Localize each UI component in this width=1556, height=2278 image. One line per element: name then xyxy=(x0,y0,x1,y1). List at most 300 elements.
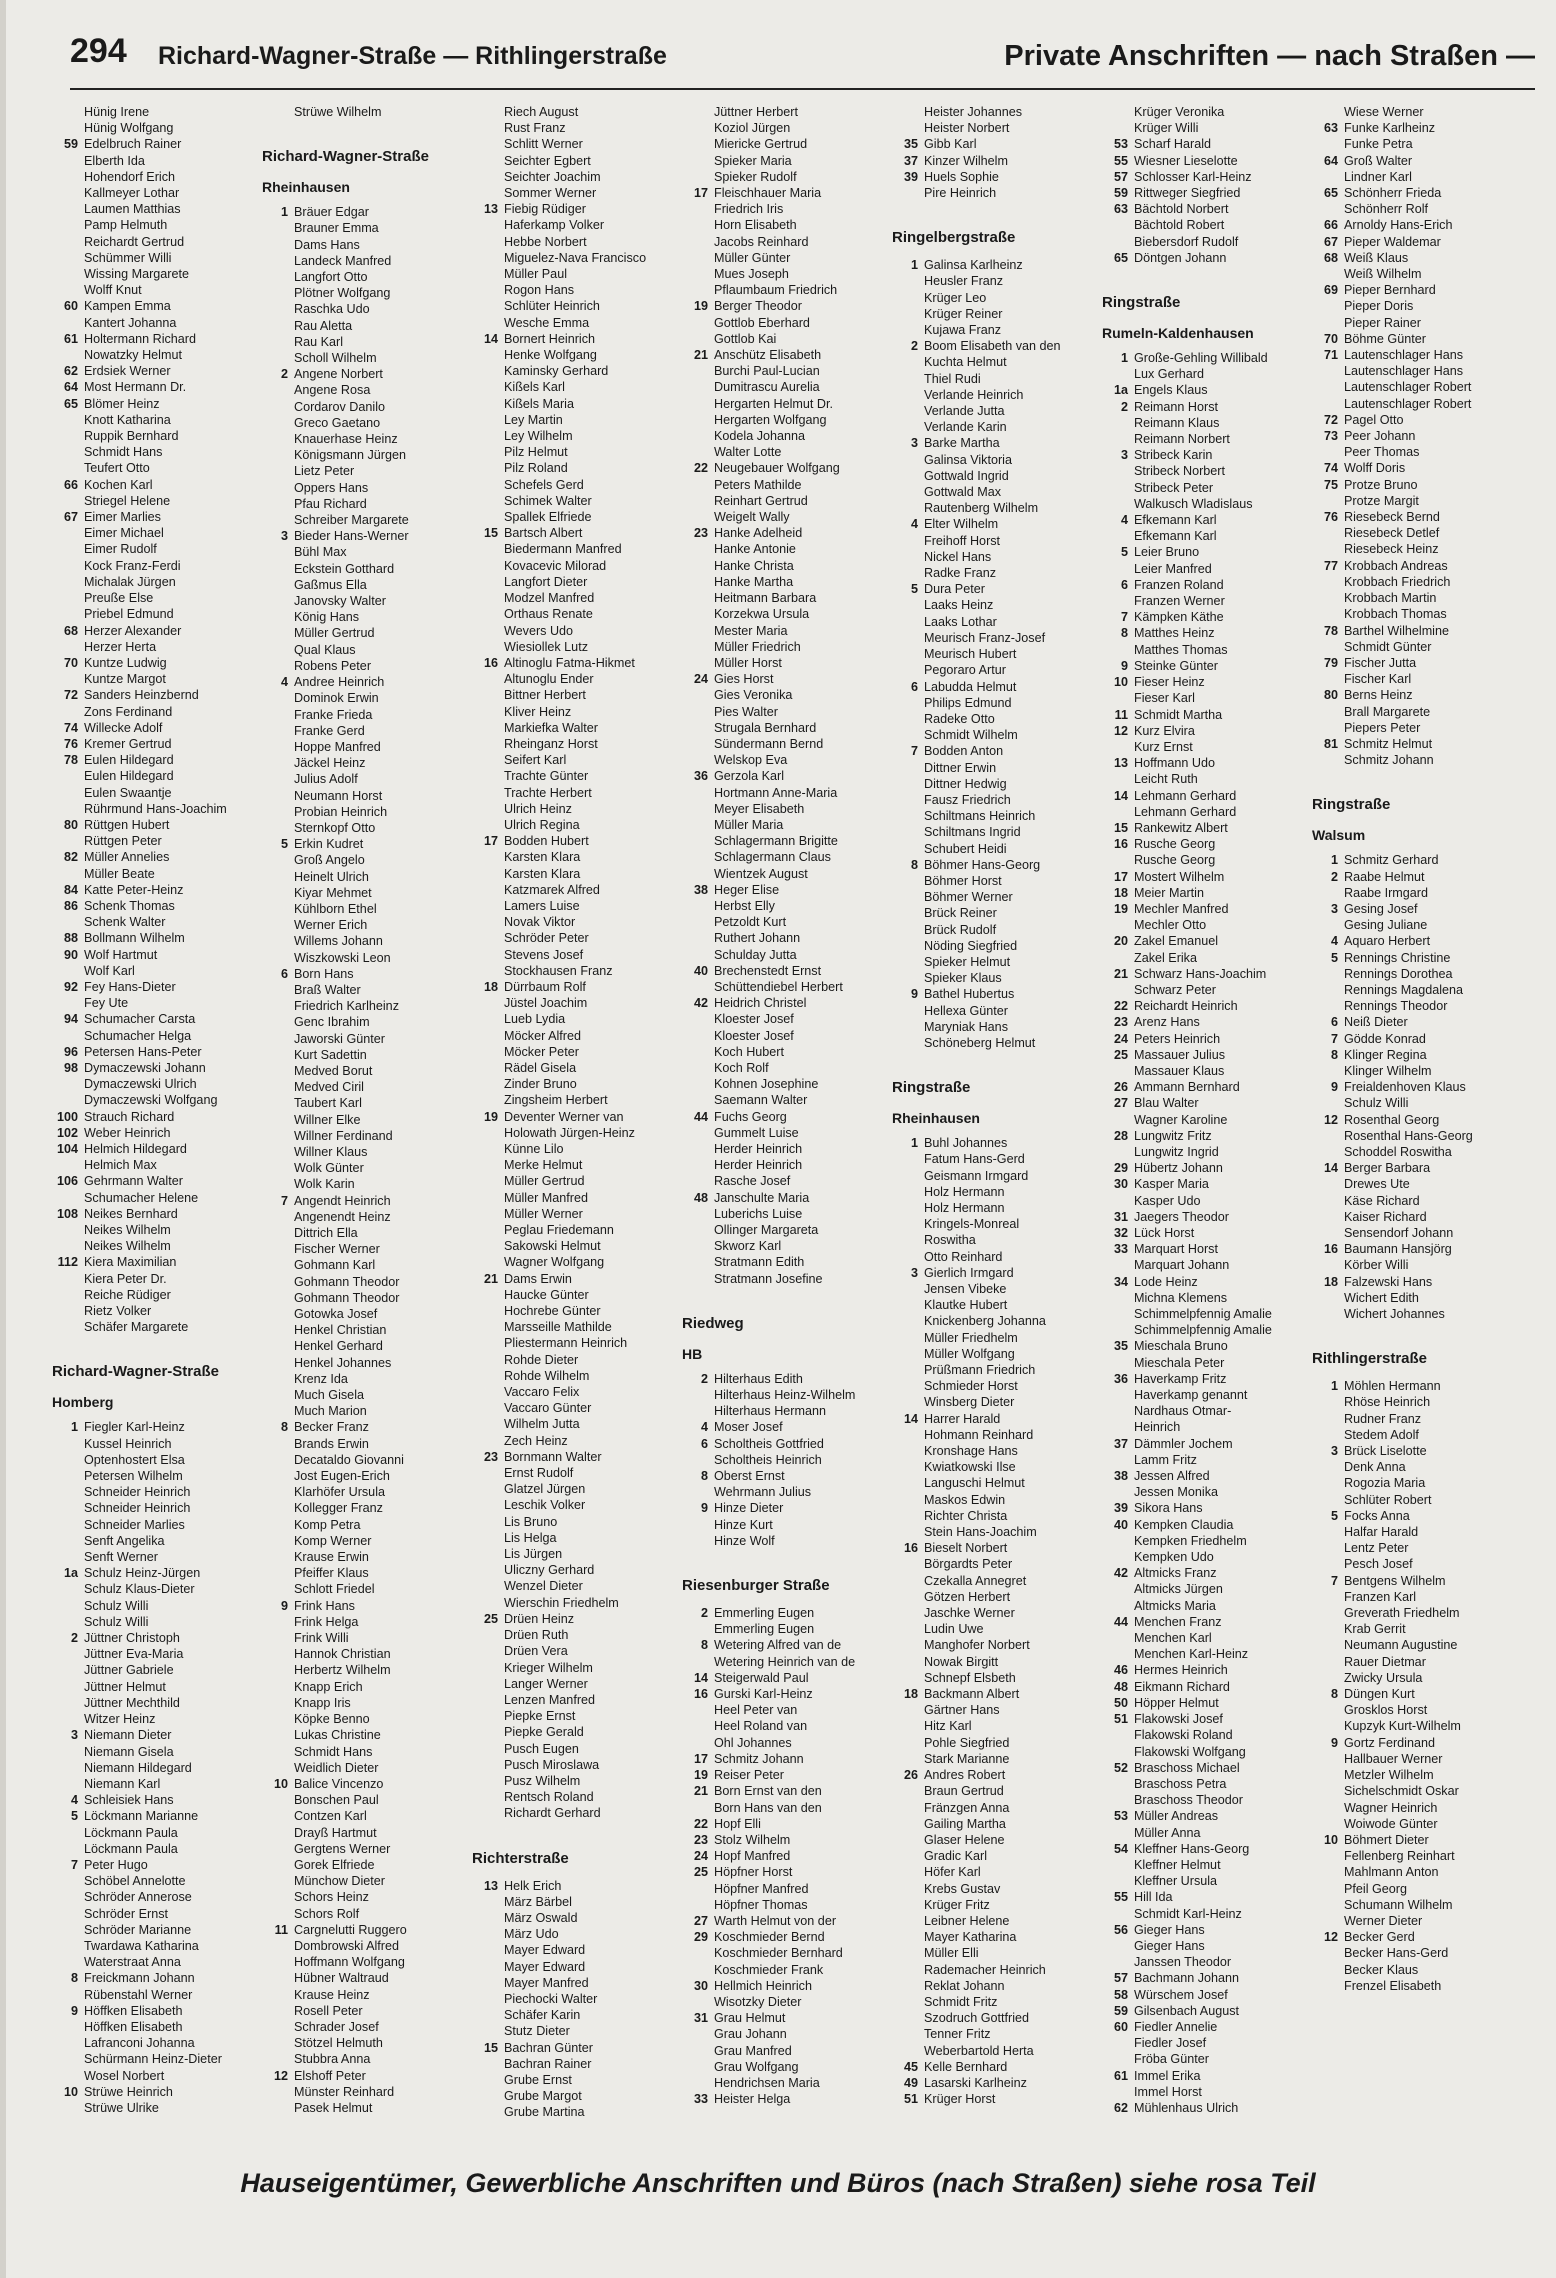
resident-name: Fischer Karl xyxy=(1344,672,1412,687)
resident-name: Herder Heinrich xyxy=(714,1142,803,1156)
house-number: 65 xyxy=(63,396,78,411)
house-number xyxy=(1102,234,1134,250)
resident-name: Krobbach Friedrich xyxy=(1344,574,1451,589)
house-number xyxy=(52,1436,84,1452)
resident-entry xyxy=(682,1783,892,1799)
resident-entry xyxy=(1102,1452,1312,1468)
resident-entry xyxy=(472,1611,682,1627)
house-number xyxy=(52,2019,84,2035)
resident-name: Reimann Horst xyxy=(1134,399,1218,414)
resident-name: Barke Martha xyxy=(924,436,1000,451)
house-number xyxy=(892,1362,924,1378)
resident-entry xyxy=(1102,625,1312,641)
resident-entry xyxy=(1312,655,1522,671)
house-number: 71 xyxy=(1323,348,1338,363)
house-number: 8 xyxy=(700,1469,708,1484)
resident-name: Wiesiollek Lutz xyxy=(504,639,588,654)
house-number xyxy=(1312,201,1344,217)
resident-name: Neiß Dieter xyxy=(1344,1015,1408,1030)
house-number: 15 xyxy=(1113,820,1128,835)
resident-entry xyxy=(52,1792,262,1808)
resident-entry xyxy=(892,1394,1102,1410)
resident-entry xyxy=(262,2100,472,2116)
resident-entry xyxy=(892,1848,1102,1864)
resident-name: Dittner Hedwig xyxy=(924,776,1007,791)
resident-entry xyxy=(262,1857,472,1873)
resident-name: Holz Hermann xyxy=(924,1184,1005,1199)
house-number: 9 xyxy=(910,987,918,1002)
resident-name: Fellenberg Reinhart xyxy=(1344,1849,1455,1864)
resident-entry xyxy=(52,1222,262,1238)
house-number: 1a xyxy=(1113,383,1128,398)
house-number: 33 xyxy=(693,2092,708,2107)
house-number xyxy=(262,1338,294,1354)
house-number xyxy=(1102,1290,1134,1306)
resident-entry xyxy=(892,1411,1102,1427)
house-number xyxy=(262,1290,294,1306)
resident-name: Brück Liselotte xyxy=(1344,1444,1427,1459)
resident-entry xyxy=(262,1565,472,1581)
resident-name: Grube Margot xyxy=(504,2089,582,2104)
resident-name: Döntgen Johann xyxy=(1134,250,1227,265)
resident-name: Fränzgen Anna xyxy=(924,1800,1010,1815)
house-number xyxy=(472,1975,504,1991)
house-number: 25 xyxy=(483,1611,498,1626)
resident-name: Kempken Udo xyxy=(1134,1550,1214,1565)
house-number xyxy=(682,866,714,882)
resident-entry xyxy=(682,266,892,282)
house-number: 61 xyxy=(63,331,78,346)
resident-name: Arenz Hans xyxy=(1134,1015,1200,1030)
resident-entry xyxy=(1102,1484,1312,1500)
house-number xyxy=(892,104,924,120)
resident-entry xyxy=(682,785,892,801)
house-number xyxy=(52,120,84,136)
resident-name: Schönherr Frieda xyxy=(1344,186,1442,201)
resident-entry xyxy=(682,1109,892,1125)
house-number xyxy=(892,419,924,435)
resident-entry xyxy=(682,396,892,412)
resident-entry xyxy=(892,1427,1102,1443)
house-number: 5 xyxy=(1330,1508,1338,1523)
resident-name: Contzen Karl xyxy=(294,1809,367,1824)
resident-name: Biedermann Manfred xyxy=(504,542,622,557)
resident-entry xyxy=(892,1508,1102,1524)
house-number xyxy=(892,549,924,565)
house-number xyxy=(682,1735,714,1751)
house-number xyxy=(682,315,714,331)
resident-name: Wagner Karoline xyxy=(1134,1112,1228,1127)
resident-entry xyxy=(682,1913,892,1929)
resident-name: Schlott Friedel xyxy=(294,1582,375,1597)
resident-name: Sündermann Bernd xyxy=(714,736,824,751)
resident-name: Leier Manfred xyxy=(1134,561,1212,576)
resident-entry xyxy=(472,1254,682,1270)
house-number xyxy=(52,153,84,169)
resident-name: Kohnen Josephine xyxy=(714,1077,819,1092)
house-number xyxy=(892,1897,924,1913)
resident-entry xyxy=(892,1281,1102,1297)
house-number xyxy=(52,1889,84,1905)
house-number: 22 xyxy=(693,461,708,476)
house-number xyxy=(1102,852,1134,868)
house-number xyxy=(472,558,504,574)
house-number xyxy=(892,1881,924,1897)
house-number xyxy=(892,873,924,889)
house-number xyxy=(892,1035,924,1051)
house-number xyxy=(1312,1144,1344,1160)
resident-entry xyxy=(52,1922,262,1938)
resident-name: Gesing Josef xyxy=(1344,901,1418,916)
house-number: 59 xyxy=(1113,2003,1128,2018)
house-number: 75 xyxy=(1323,477,1338,492)
resident-name: Rautenberg Wilhelm xyxy=(924,501,1039,516)
house-number: 17 xyxy=(1113,869,1128,884)
house-number xyxy=(472,1660,504,1676)
resident-entry xyxy=(1102,463,1312,479)
house-number xyxy=(1312,1751,1344,1767)
resident-name: Stratmann Josefine xyxy=(714,1271,823,1286)
resident-entry xyxy=(472,833,682,849)
house-number xyxy=(52,1484,84,1500)
resident-entry xyxy=(1312,363,1522,379)
resident-entry xyxy=(472,153,682,169)
house-number xyxy=(262,1533,294,1549)
resident-entry xyxy=(52,104,262,120)
resident-entry xyxy=(1102,1857,1312,1873)
resident-name: Höffken Elisabeth xyxy=(84,2003,183,2018)
house-number xyxy=(682,687,714,703)
resident-entry xyxy=(682,1605,892,1621)
resident-name: Willner Ferdinand xyxy=(294,1128,393,1143)
resident-entry xyxy=(1102,2068,1312,2084)
resident-entry xyxy=(472,930,682,946)
house-number: 9 xyxy=(1330,1080,1338,1095)
house-number: 8 xyxy=(910,857,918,872)
resident-entry xyxy=(892,873,1102,889)
resident-entry xyxy=(1312,347,1522,363)
resident-name: Rennings Dorothea xyxy=(1344,966,1453,981)
resident-entry xyxy=(52,979,262,995)
house-number xyxy=(682,1125,714,1141)
resident-name: Dumitrascu Aurelia xyxy=(714,380,820,395)
house-number xyxy=(52,169,84,185)
resident-entry xyxy=(1312,1427,1522,1443)
resident-entry xyxy=(262,917,472,933)
resident-name: Waterstraat Anna xyxy=(84,1955,181,1970)
house-number: 100 xyxy=(56,1109,78,1124)
resident-name: Leschik Volker xyxy=(504,1498,586,1513)
resident-name: Richardt Gerhard xyxy=(504,1806,601,1821)
resident-name: Mester Maria xyxy=(714,623,788,638)
house-number xyxy=(472,995,504,1011)
resident-name: Kiera Maximilian xyxy=(84,1255,177,1270)
resident-entry xyxy=(892,1200,1102,1216)
resident-entry xyxy=(52,1011,262,1027)
house-number: 54 xyxy=(1113,1841,1128,1856)
resident-entry xyxy=(682,849,892,865)
house-number xyxy=(262,723,294,739)
resident-name: Stedem Adolf xyxy=(1344,1427,1419,1442)
street-heading: Ringstraße xyxy=(1102,294,1181,312)
resident-entry xyxy=(1102,382,1312,398)
house-number xyxy=(262,739,294,755)
resident-entry xyxy=(1312,982,1522,998)
resident-entry xyxy=(472,1190,682,1206)
resident-entry xyxy=(682,1436,892,1452)
resident-name: Schwarz Hans-Joachim xyxy=(1134,966,1267,981)
resident-entry xyxy=(262,269,472,285)
resident-entry xyxy=(52,1076,262,1092)
house-number xyxy=(1102,1938,1134,1954)
house-number: 78 xyxy=(1323,623,1338,638)
resident-name: Gieger Hans xyxy=(1134,1922,1205,1937)
resident-entry xyxy=(1312,1394,1522,1410)
house-number: 79 xyxy=(1323,655,1338,670)
resident-entry xyxy=(892,776,1102,792)
resident-name: Eimer Rudolf xyxy=(84,542,157,557)
resident-name: Elshoff Peter xyxy=(294,2068,366,2083)
resident-name: Hannok Christian xyxy=(294,1647,391,1662)
house-number xyxy=(682,590,714,606)
resident-entry xyxy=(1312,266,1522,282)
resident-name: Plötner Wolfgang xyxy=(294,286,391,301)
house-number xyxy=(892,841,924,857)
resident-entry xyxy=(52,1695,262,1711)
resident-entry xyxy=(1102,1776,1312,1792)
resident-name: Bräuer Edgar xyxy=(294,205,369,220)
resident-entry xyxy=(1102,1160,1312,1176)
house-number xyxy=(262,512,294,528)
resident-name: Heidrich Christel xyxy=(714,996,807,1011)
house-number: 37 xyxy=(903,153,918,168)
house-number xyxy=(892,662,924,678)
house-number: 3 xyxy=(1330,1444,1338,1459)
resident-name: Lux Gerhard xyxy=(1134,367,1205,382)
resident-entry xyxy=(1312,1274,1522,1290)
resident-entry xyxy=(52,1857,262,1873)
resident-entry xyxy=(262,707,472,723)
resident-name: Riesebeck Detlef xyxy=(1344,526,1440,541)
resident-name: Peer Johann xyxy=(1344,429,1416,444)
resident-name: Neumann Horst xyxy=(294,788,383,803)
house-number xyxy=(892,1573,924,1589)
house-number xyxy=(262,253,294,269)
house-number: 9 xyxy=(1120,658,1128,673)
house-number xyxy=(1102,982,1134,998)
house-number: 63 xyxy=(1323,121,1338,136)
resident-name: Witzer Heinz xyxy=(84,1712,156,1727)
house-number xyxy=(1312,1176,1344,1192)
resident-entry xyxy=(1102,1906,1312,1922)
resident-entry xyxy=(52,1303,262,1319)
resident-name: Hanke Christa xyxy=(714,558,794,573)
house-number xyxy=(892,1003,924,1019)
resident-entry xyxy=(52,1238,262,1254)
house-number: 13 xyxy=(483,1878,498,1893)
house-number xyxy=(682,1702,714,1718)
resident-entry xyxy=(1312,185,1522,201)
resident-entry xyxy=(1312,639,1522,655)
house-number: 2 xyxy=(70,1631,78,1646)
house-number xyxy=(262,334,294,350)
resident-entry xyxy=(1102,234,1312,250)
resident-entry xyxy=(682,460,892,476)
resident-entry xyxy=(1312,1378,1522,1394)
resident-entry xyxy=(682,428,892,444)
house-number xyxy=(52,1028,84,1044)
resident-name: Müller Beate xyxy=(84,866,155,881)
house-number xyxy=(262,1112,294,1128)
house-number xyxy=(472,752,504,768)
resident-name: Erkin Kudret xyxy=(294,837,364,852)
resident-name: Henkel Johannes xyxy=(294,1355,392,1370)
house-number xyxy=(1312,1848,1344,1864)
resident-name: Jüttner Eva-Maria xyxy=(84,1647,184,1662)
resident-name: Müller Friedhelm xyxy=(924,1330,1018,1345)
resident-entry xyxy=(1312,509,1522,525)
house-number: 112 xyxy=(57,1255,78,1270)
resident-name: Seifert Karl xyxy=(504,753,567,768)
house-number xyxy=(892,1670,924,1686)
resident-entry xyxy=(892,419,1102,435)
house-number: 1 xyxy=(70,1420,78,1435)
resident-entry xyxy=(682,995,892,1011)
resident-name: Möcker Peter xyxy=(504,1044,579,1059)
house-number xyxy=(1102,415,1134,431)
resident-entry xyxy=(682,1044,892,1060)
resident-entry xyxy=(472,298,682,314)
house-number: 62 xyxy=(1113,2100,1128,2115)
resident-name: Meurisch Hubert xyxy=(924,647,1017,662)
house-number xyxy=(472,590,504,606)
resident-name: Eulen Hildegard xyxy=(84,753,174,768)
house-number xyxy=(52,1533,84,1549)
resident-name: Mahlmann Anton xyxy=(1344,1865,1439,1880)
house-number: 19 xyxy=(693,299,708,314)
resident-entry xyxy=(472,1514,682,1530)
resident-name: Schenk Thomas xyxy=(84,898,175,913)
resident-entry xyxy=(892,371,1102,387)
resident-name: Friedrich Iris xyxy=(714,202,784,217)
resident-name: Janschulte Maria xyxy=(714,1190,810,1205)
house-number xyxy=(52,234,84,250)
house-number xyxy=(682,282,714,298)
resident-name: Born Ernst van den xyxy=(714,1784,822,1799)
resident-name: Oberst Ernst xyxy=(714,1469,785,1484)
house-number xyxy=(682,136,714,152)
resident-name: Schmieder Horst xyxy=(924,1379,1018,1394)
resident-name: Mayer Manfred xyxy=(504,1975,589,1990)
resident-entry xyxy=(262,1403,472,1419)
resident-name: Langfort Dieter xyxy=(504,574,588,589)
house-number xyxy=(262,901,294,917)
resident-name: Seichter Joachim xyxy=(504,169,601,184)
resident-entry xyxy=(262,771,472,787)
resident-entry xyxy=(892,549,1102,565)
house-number xyxy=(892,1929,924,1945)
house-number xyxy=(682,266,714,282)
resident-entry xyxy=(1312,315,1522,331)
resident-name: Karsten Klara xyxy=(504,850,581,865)
resident-name: Bachmann Johann xyxy=(1134,1971,1240,1986)
house-number xyxy=(262,1063,294,1079)
resident-entry xyxy=(682,817,892,833)
house-number xyxy=(682,785,714,801)
resident-entry xyxy=(682,1387,892,1403)
resident-entry xyxy=(52,752,262,768)
resident-name: Schmidt Karl-Heinz xyxy=(1134,1906,1242,1921)
house-number xyxy=(682,623,714,639)
resident-entry xyxy=(892,452,1102,468)
resident-name: Burchi Paul-Lucian xyxy=(714,364,820,379)
resident-entry xyxy=(682,298,892,314)
house-number xyxy=(52,282,84,298)
house-number xyxy=(682,979,714,995)
resident-entry xyxy=(472,882,682,898)
house-number: 57 xyxy=(1113,1971,1128,1986)
resident-entry xyxy=(892,1297,1102,1313)
house-number xyxy=(262,1274,294,1290)
resident-name: Götzen Herbert xyxy=(924,1589,1011,1604)
house-number xyxy=(262,1614,294,1630)
house-number: 2 xyxy=(910,339,918,354)
resident-entry xyxy=(1102,1176,1312,1192)
resident-name: Dams Hans xyxy=(294,237,360,252)
house-number xyxy=(52,1076,84,1092)
resident-name: Mayer Edward xyxy=(504,1959,586,1974)
resident-entry xyxy=(1312,1751,1522,1767)
resident-name: Rusche Georg xyxy=(1134,837,1216,852)
resident-entry xyxy=(52,590,262,606)
resident-entry xyxy=(1102,1095,1312,1111)
house-number: 4 xyxy=(70,1793,78,1808)
house-number: 4 xyxy=(1120,513,1128,528)
resident-entry xyxy=(892,2075,1102,2091)
house-number xyxy=(682,217,714,233)
resident-entry xyxy=(682,1702,892,1718)
resident-name: Moser Josef xyxy=(714,1420,783,1435)
resident-name: Philips Edmund xyxy=(924,695,1012,710)
resident-name: Lehmann Gerhard xyxy=(1134,804,1237,819)
resident-name: Kiera Peter Dr. xyxy=(84,1271,167,1286)
resident-name: Gibb Karl xyxy=(924,137,977,152)
resident-name: Koschmieder Bernhard xyxy=(714,1946,843,1961)
house-number xyxy=(892,905,924,921)
resident-entry xyxy=(262,723,472,739)
house-number xyxy=(262,1727,294,1743)
house-number xyxy=(1312,752,1344,768)
resident-entry xyxy=(262,1662,472,1678)
resident-name: Bodden Anton xyxy=(924,744,1004,759)
resident-entry xyxy=(472,2104,682,2120)
house-number: 6 xyxy=(1120,577,1128,592)
resident-name: Piepers Peter xyxy=(1344,720,1421,735)
resident-entry xyxy=(682,1238,892,1254)
resident-name: Hanke Antonie xyxy=(714,542,796,557)
resident-name: Radke Franz xyxy=(924,566,997,581)
house-number xyxy=(472,2056,504,2072)
house-number xyxy=(262,755,294,771)
resident-name: Schümmer Willi xyxy=(84,250,172,265)
resident-name: Scholl Wilhelm xyxy=(294,351,377,366)
resident-entry xyxy=(52,201,262,217)
resident-entry xyxy=(472,1449,682,1465)
resident-name: Schäfer Margarete xyxy=(84,1320,189,1335)
house-number xyxy=(262,642,294,658)
resident-entry xyxy=(52,1938,262,1954)
resident-name: Körber Willi xyxy=(1344,1258,1409,1273)
